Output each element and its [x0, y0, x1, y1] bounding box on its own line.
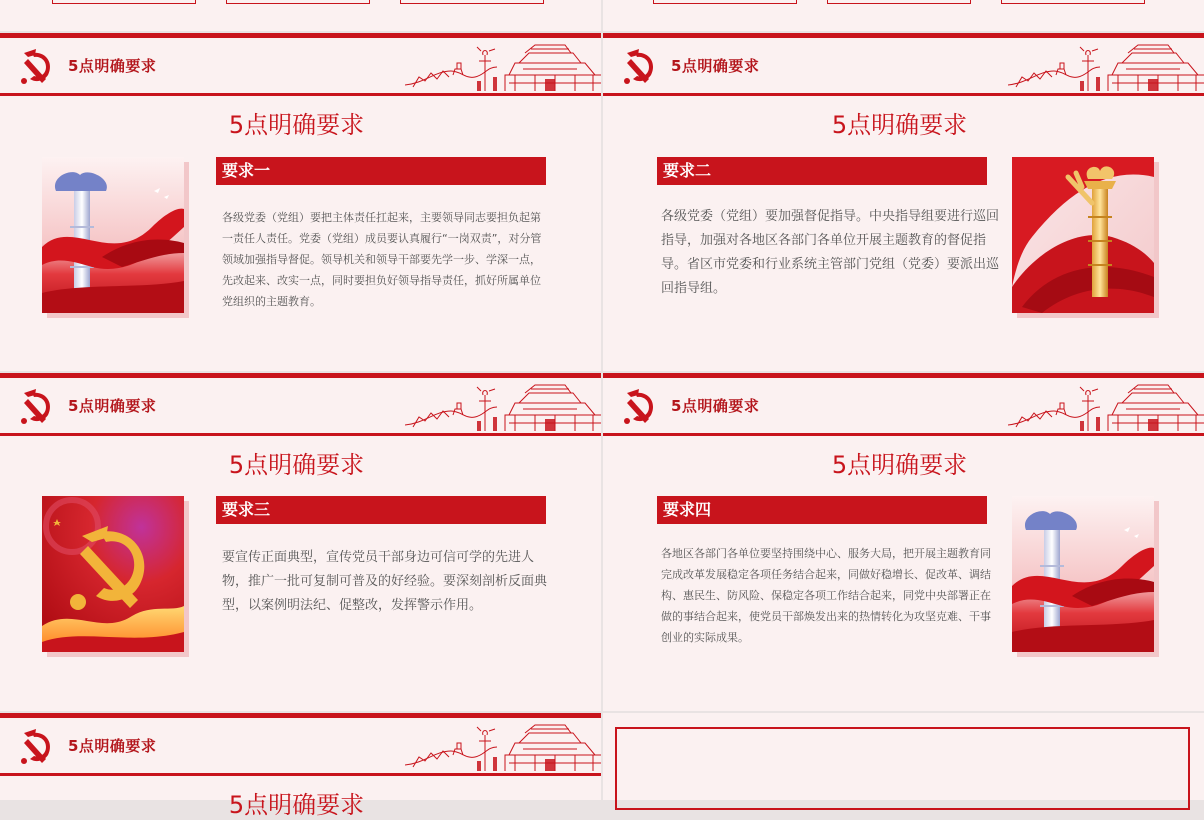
- slide-6[interactable]: [603, 713, 1204, 800]
- requirement-text: 要宣传正面典型，宣传党员干部身边可信可学的先进人物，推广一批可复制可普及的好经验。要深刻剖析反面典型，以案例明法纪、促整改，发挥警示作用。: [222, 550, 548, 613]
- slide-title: 5点明确要求: [831, 111, 968, 139]
- header-label: 5点明确要求: [68, 57, 157, 75]
- header-divider: [0, 93, 601, 96]
- requirement-heading: 要求一: [216, 157, 546, 185]
- slide-box: [827, 0, 971, 4]
- header-divider: [0, 773, 601, 776]
- skyline-decoration-icon: [1008, 381, 1204, 433]
- slide-frame: [615, 727, 1190, 810]
- party-emblem-icon: [16, 387, 56, 427]
- requirement-heading: 要求二: [657, 157, 987, 185]
- slide-4[interactable]: [603, 373, 1204, 711]
- skyline-decoration-icon: [405, 381, 601, 433]
- header-label: 5点明确要求: [68, 397, 157, 415]
- requirement-text: 各地区各部门各单位要坚持围绕中心、服务大局，把开展主题教育同完成改革发展稳定各项任务结合起来，同做好稳增长、促改革、调结构、惠民生、防风险、保稳定各项工作结合起来，同党中央部署正在做的事结合起来，使党员干部焕发出来的热情转化为攻坚克难、干事创业的实际成果。: [661, 547, 991, 644]
- slide-box: [226, 0, 370, 4]
- slide-title: 5点明确要求: [228, 791, 365, 819]
- huabiao-pillar-image: [42, 157, 184, 313]
- huabiao-pillar-image: [1012, 496, 1154, 652]
- skyline-decoration-icon: [405, 721, 601, 773]
- party-emblem-icon: [619, 47, 659, 87]
- slide-box: [52, 0, 196, 4]
- slide-2[interactable]: [603, 33, 1204, 371]
- header-divider: [603, 433, 1204, 436]
- slide-box: [653, 0, 797, 4]
- slide-1[interactable]: [0, 33, 601, 371]
- slide-top-border: [0, 713, 601, 718]
- party-emblem-icon: [16, 727, 56, 767]
- slide-box: [1001, 0, 1145, 4]
- slide-top-border: [0, 373, 601, 378]
- header-divider: [0, 433, 601, 436]
- party-emblem-icon: [16, 47, 56, 87]
- slide-top-border: [603, 373, 1204, 378]
- party-emblem-image: [42, 496, 184, 652]
- slide-5[interactable]: [0, 713, 601, 819]
- skyline-decoration-icon: [1008, 41, 1204, 93]
- slide-box: [400, 0, 544, 4]
- header-divider: [603, 93, 1204, 96]
- slide-title: 5点明确要求: [831, 451, 968, 479]
- slide-top-border: [603, 33, 1204, 38]
- golden-huabiao-flag-image: [1012, 157, 1154, 313]
- requirement-heading: 要求四: [657, 496, 987, 524]
- slide-top-border: [0, 33, 601, 38]
- slide-prev-right[interactable]: [603, 0, 1204, 31]
- party-emblem-icon: [619, 387, 659, 427]
- slide-prev-left[interactable]: [0, 0, 601, 31]
- slide-3[interactable]: [0, 373, 601, 711]
- slide-title: 5点明确要求: [228, 451, 365, 479]
- skyline-decoration-icon: [405, 41, 601, 93]
- header-label: 5点明确要求: [671, 397, 760, 415]
- slide-title: 5点明确要求: [228, 111, 365, 139]
- requirement-text: 各级党委（党组）要加强督促指导。中央指导组要进行巡回指导，加强对各地区各部门各单位开展主题教育的督促指导。省区市党委和行业系统主管部门党组（党委）要派出巡回指导组。: [661, 209, 1000, 296]
- requirement-text: 各级党委（党组）要把主体责任扛起来，主要领导同志要担负起第一责任人责任。党委（党组）成员要认真履行“一岗双责”，对分管领域加强指导督促。领导机关和领导干部要先学一步、学深一点，先改起来、改实一点，同时要担负好领导指导责任，抓好所属单位党组织的主题教育。: [222, 211, 542, 308]
- header-label: 5点明确要求: [671, 57, 760, 75]
- header-label: 5点明确要求: [68, 737, 157, 755]
- requirement-heading: 要求三: [216, 496, 546, 524]
